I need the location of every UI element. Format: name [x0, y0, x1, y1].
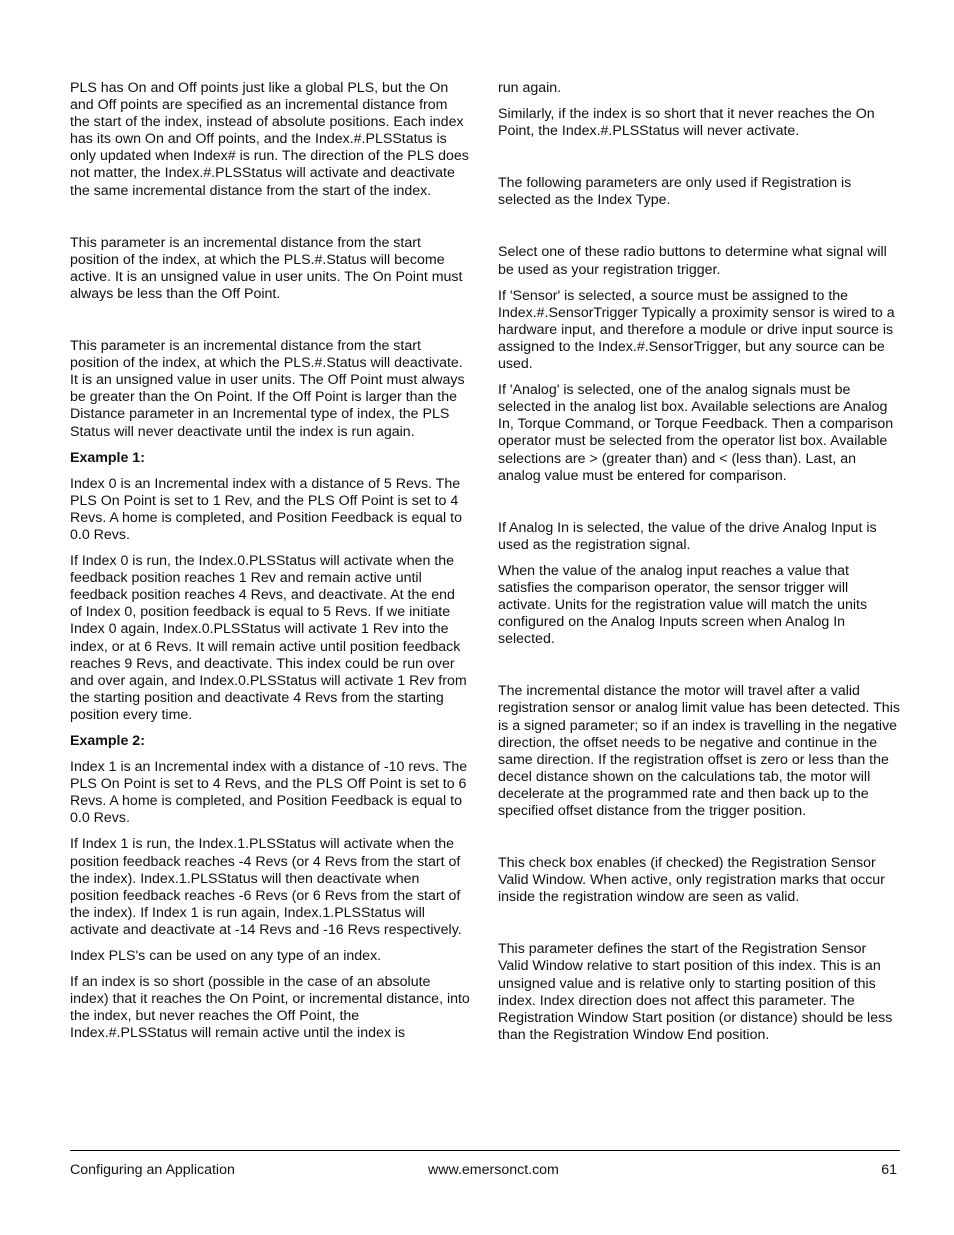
- paragraph: If 'Sensor' is selected, a source must be assigned to the Index.#.SensorTrigger Typically a proximity sensor is wired to a hardware input, and therefore a module or drive input source is assigned to the Index.#.SensorTrigger, but any source can be used.: [498, 287, 895, 373]
- paragraph: Similarly, if the index is so short that it never reaches the On Point, the Index.#.PLSStatus will never activate.: [498, 106, 875, 140]
- paragraph: Index PLS's can be used on any type of an index.: [70, 948, 382, 965]
- footer-url: www.emersonct.com: [428, 1162, 559, 1178]
- left-column: [70, 80, 470, 1052]
- paragraph: If Analog In is selected, the value of the drive Analog Input is used as the registration signal.: [498, 519, 877, 553]
- paragraph: This check box enables (if checked) the Registration Sensor Valid Window. When active, only registration marks that occur inside the registration window are seen as valid.: [498, 855, 885, 906]
- footer-section-title: Configuring an Application: [70, 1162, 235, 1178]
- paragraph: PLS has On and Off points just like a global PLS, but the On and Off points are specified as an incremental distance from the start of the index, instead of absolute positions. Each index has its own On and Off points, and the Index.#.PLSStatus is only updated when Index# is run. The direction of the PLS does not matter, the Index.#.PLSStatus will activate and deactivate the same incremental distance from the start of the index.: [70, 80, 469, 199]
- footer-divider: [70, 1150, 900, 1151]
- paragraph: The following parameters are only used if Registration is selected as the Index Type.: [498, 175, 852, 209]
- paragraph: If Index 0 is run, the Index.0.PLSStatus will activate when the feedback position reaches 1 Rev and remain active until feedback position reaches 4 Revs, and deactivate. At the end of Index 0, position feedback is equal to 5 Revs. If we initiate Index 0 again, Index.0.PLSStatus will activate 1 Rev into the index, or at 6 Revs. It will remain active until position feedback reaches 9 Revs, and deactivate. This index could be run over and over again, and Index.0.PLSStatus will activate 1 Rev from the starting position and deactivate 4 Revs from the starting position every time.: [70, 553, 467, 723]
- page-number: 61: [881, 1162, 897, 1178]
- example-2-heading: Example 2:: [70, 733, 145, 749]
- paragraph: Select one of these radio buttons to determine what signal will be used as your registration trigger.: [498, 244, 887, 278]
- paragraph: If Index 1 is run, the Index.1.PLSStatus will activate when the position feedback reaches -4 Revs (or 4 Revs from the start of the index). Index.1.PLSStatus will then deactivate when position feedback reaches -6 Revs (or 6 Revs from the start of the index). If Index 1 is run again, Index.1.PLSStatus will activate and deactivate at -14 Revs and -16 Revs respectively.: [70, 836, 462, 938]
- right-column: [498, 80, 900, 1053]
- paragraph: Index 1 is an Incremental index with a distance of -10 revs. The PLS On Point is set to 4 Revs, and the PLS Off Point is set to 6 Revs. A home is completed, and Position Feedback is equal to 0.0 Revs.: [70, 759, 468, 827]
- paragraph: This parameter defines the start of the Registration Sensor Valid Window relative to start position of this index. This is an unsigned value and is relative only to starting position of this index. Index direction does not affect this parameter. The Registration Window Start position (or distance) should be less than the Registration Window End position.: [498, 941, 893, 1043]
- paragraph: This parameter is an incremental distance from the start position of the index, at which the PLS.#.Status will deactivate. It is an unsigned value in user units. The Off Point must always be greater than the On Point. If the Off Point is larger than the Distance parameter in an Incremental type of index, the PLS Status will never deactivate until the index is run again.: [70, 338, 465, 440]
- paragraph: Index 0 is an Incremental index with a distance of 5 Revs. The PLS On Point is set to 1 Rev, and the PLS Off Point is set to 4 Revs. A home is completed, and Position Feedback is equal to 0.0 Revs.: [70, 475, 462, 543]
- paragraph: When the value of the analog input reaches a value that satisfies the comparison operator, the sensor trigger will activate. Units for the registration value will match the units configured on the Analog Inputs screen when Analog In selected.: [498, 562, 868, 648]
- paragraph: If an index is so short (possible in the case of an absolute index) that it reaches the On Point, or incremental distance, into the index, but never reaches the Off Point, the Index.#.PLSStatus will remain active until the index is: [70, 974, 470, 1042]
- example-1-heading: Example 1:: [70, 449, 145, 466]
- paragraph: This parameter is an incremental distance from the start position of the index, at which the PLS.#.Status will become active. It is an unsigned value in user units. The On Point must always be less than the Off Point.: [70, 234, 463, 302]
- paragraph: The incremental distance the motor will travel after a valid registration sensor or analog limit value has been detected. This is a signed parameter; so if an index is travelling in the negative direction, the offset needs to be negative and continue in the same direction. If the registration offset is zero or less than the decel distance shown on the calculations tab, the motor will decelerate at the programmed rate and then back up to the specified offset distance from the trigger position.: [498, 683, 900, 819]
- paragraph: If 'Analog' is selected, one of the analog signals must be selected in the analog list box. Available selections are Analog In, Torque Command, or Torque Feedback. Then a comparison operator must be selected from the operator list box. Available selections are > (greater than) and < (less than). Last, an analog value must be entered for comparison.: [498, 382, 894, 484]
- paragraph: run again.: [498, 80, 562, 96]
